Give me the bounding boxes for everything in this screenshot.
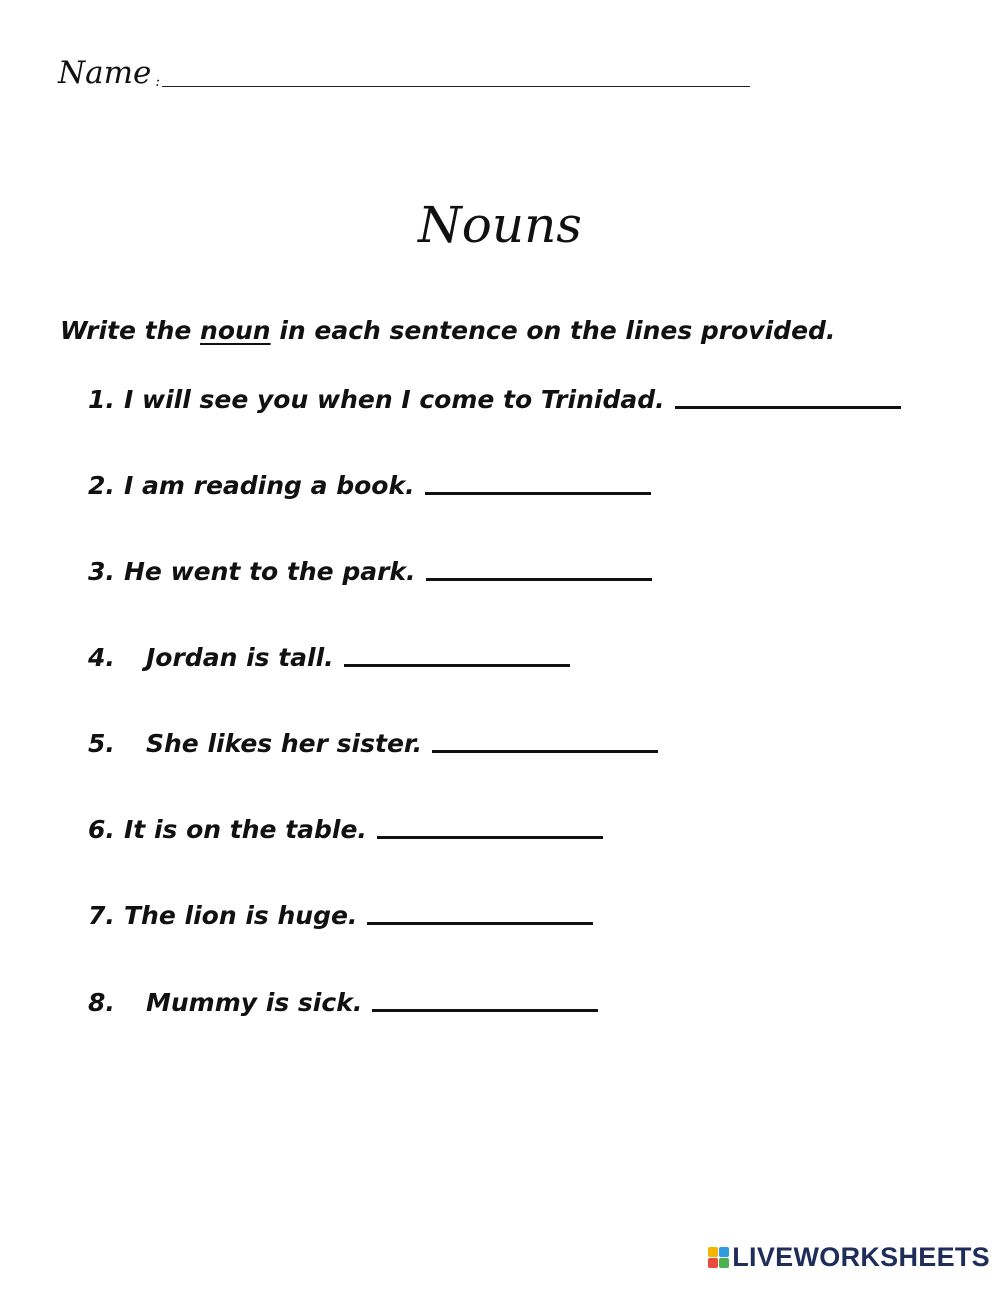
name-input-line[interactable] xyxy=(162,86,750,87)
question-number: 6. xyxy=(88,815,115,844)
question-text: Mummy is sick. xyxy=(146,988,363,1017)
answer-blank-2[interactable] xyxy=(425,492,651,495)
question-6 xyxy=(88,815,603,845)
question-7 xyxy=(88,901,593,931)
question-8 xyxy=(88,988,598,1018)
answer-blank-8[interactable] xyxy=(372,1009,598,1012)
answer-blank-4[interactable] xyxy=(344,664,570,667)
question-number: 8. xyxy=(88,988,115,1017)
answer-blank-7[interactable] xyxy=(367,922,593,925)
question-2 xyxy=(88,471,651,501)
question-text: It is on the table. xyxy=(124,815,367,844)
instructions xyxy=(60,316,835,346)
question-5 xyxy=(88,729,658,759)
instructions-underlined-word: noun xyxy=(200,316,271,345)
question-4 xyxy=(88,643,570,673)
question-number: 3. xyxy=(88,557,115,586)
question-number: 5. xyxy=(88,729,115,758)
page-title: Nouns xyxy=(418,196,582,254)
instructions-before: Write the xyxy=(60,316,201,345)
question-text: I will see you when I come to Trinidad. xyxy=(124,385,665,414)
logo-text: LIVEWORKSHEETS xyxy=(732,1242,990,1272)
answer-blank-3[interactable] xyxy=(426,578,652,581)
name-row xyxy=(58,55,750,91)
question-number: 2. xyxy=(88,471,115,500)
instructions-after: in each sentence on the lines provided. xyxy=(270,316,836,345)
liveworksheets-logo-icon xyxy=(708,1247,729,1268)
question-3 xyxy=(88,557,652,587)
question-text: The lion is huge. xyxy=(124,901,358,930)
question-number: 1. xyxy=(88,385,115,414)
liveworksheets-logo xyxy=(708,1244,990,1271)
question-number: 4. xyxy=(88,643,115,672)
answer-blank-6[interactable] xyxy=(377,836,603,839)
answer-blank-5[interactable] xyxy=(432,750,658,753)
question-text: Jordan is tall. xyxy=(146,643,334,672)
answer-blank-1[interactable] xyxy=(675,406,901,409)
question-text: He went to the park. xyxy=(124,557,416,586)
question-text: I am reading a book. xyxy=(124,471,415,500)
question-1 xyxy=(88,385,901,415)
name-label: Name xyxy=(58,55,152,91)
question-number: 7. xyxy=(88,901,115,930)
question-text: She likes her sister. xyxy=(146,729,423,758)
name-colon: : xyxy=(155,74,161,90)
